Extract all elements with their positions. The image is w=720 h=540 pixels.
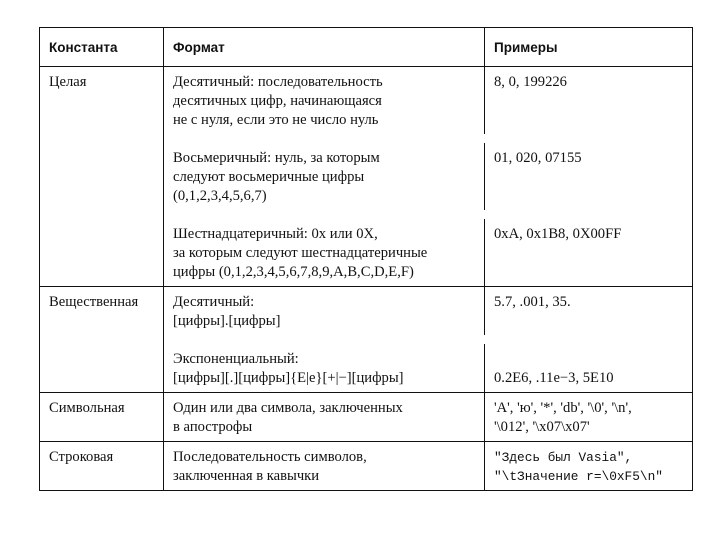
format-entry (164, 344, 692, 392)
format-entry (164, 287, 692, 335)
format-entry (164, 442, 692, 490)
table-row (40, 286, 692, 392)
format-entry (164, 143, 692, 210)
header-constant: Константа (40, 28, 164, 66)
format-examples: 8, 0, 199226 (494, 74, 567, 90)
format-description: Десятичный: [цифры].[цифры] (164, 287, 485, 335)
constant-type: Символьная (40, 393, 164, 441)
table-header-row (40, 28, 692, 66)
format-examples: 01, 020, 07155 (494, 150, 582, 166)
format-entry (164, 219, 692, 286)
format-examples: 5.7, .001, 35. (494, 294, 571, 310)
format-description: Шестнадцатеричный: 0x или 0X, за которым следуют шестнадцатеричные цифры (0,1,2,3,4,5,6,7,8,9,A,B,C,D,E,F) (164, 219, 485, 286)
format-entry (164, 393, 692, 441)
format-description: Десятичный: последовательность десятичных цифр, начинающаяся не с нуля, если это не число нуль (164, 67, 485, 134)
table-row (40, 66, 692, 286)
table-row (40, 392, 692, 441)
format-description: Один или два символа, заключенных в апострофы (164, 393, 485, 441)
format-examples: 0.2E6, .11e−3, 5E10 (494, 370, 614, 386)
format-description: Экспоненциальный: [цифры][.][цифры]{E|e}[+|−][цифры] (164, 344, 485, 392)
header-examples: Примеры (494, 40, 558, 55)
format-entry (164, 67, 692, 134)
constant-type: Строковая (40, 442, 164, 490)
format-examples: 0xA, 0x1B8, 0X00FF (494, 226, 622, 242)
constants-table (39, 27, 693, 491)
format-examples: "Здесь был Vasia", "\tЗначение r=\0xF5\n" (494, 450, 663, 484)
header-format: Формат (164, 28, 485, 66)
format-description: Восьмеричный: нуль, за которым следуют восьмеричные цифры (0,1,2,3,4,5,6,7) (164, 143, 485, 210)
format-description: Последовательность символов, заключенная в кавычки (164, 442, 485, 490)
constant-type: Целая (40, 67, 164, 286)
table-row (40, 441, 692, 490)
format-examples: 'A', 'ю', '*', 'db', '\0', '\n', '\012', '\x07\x07' (494, 400, 632, 435)
constant-type: Вещественная (40, 287, 164, 392)
